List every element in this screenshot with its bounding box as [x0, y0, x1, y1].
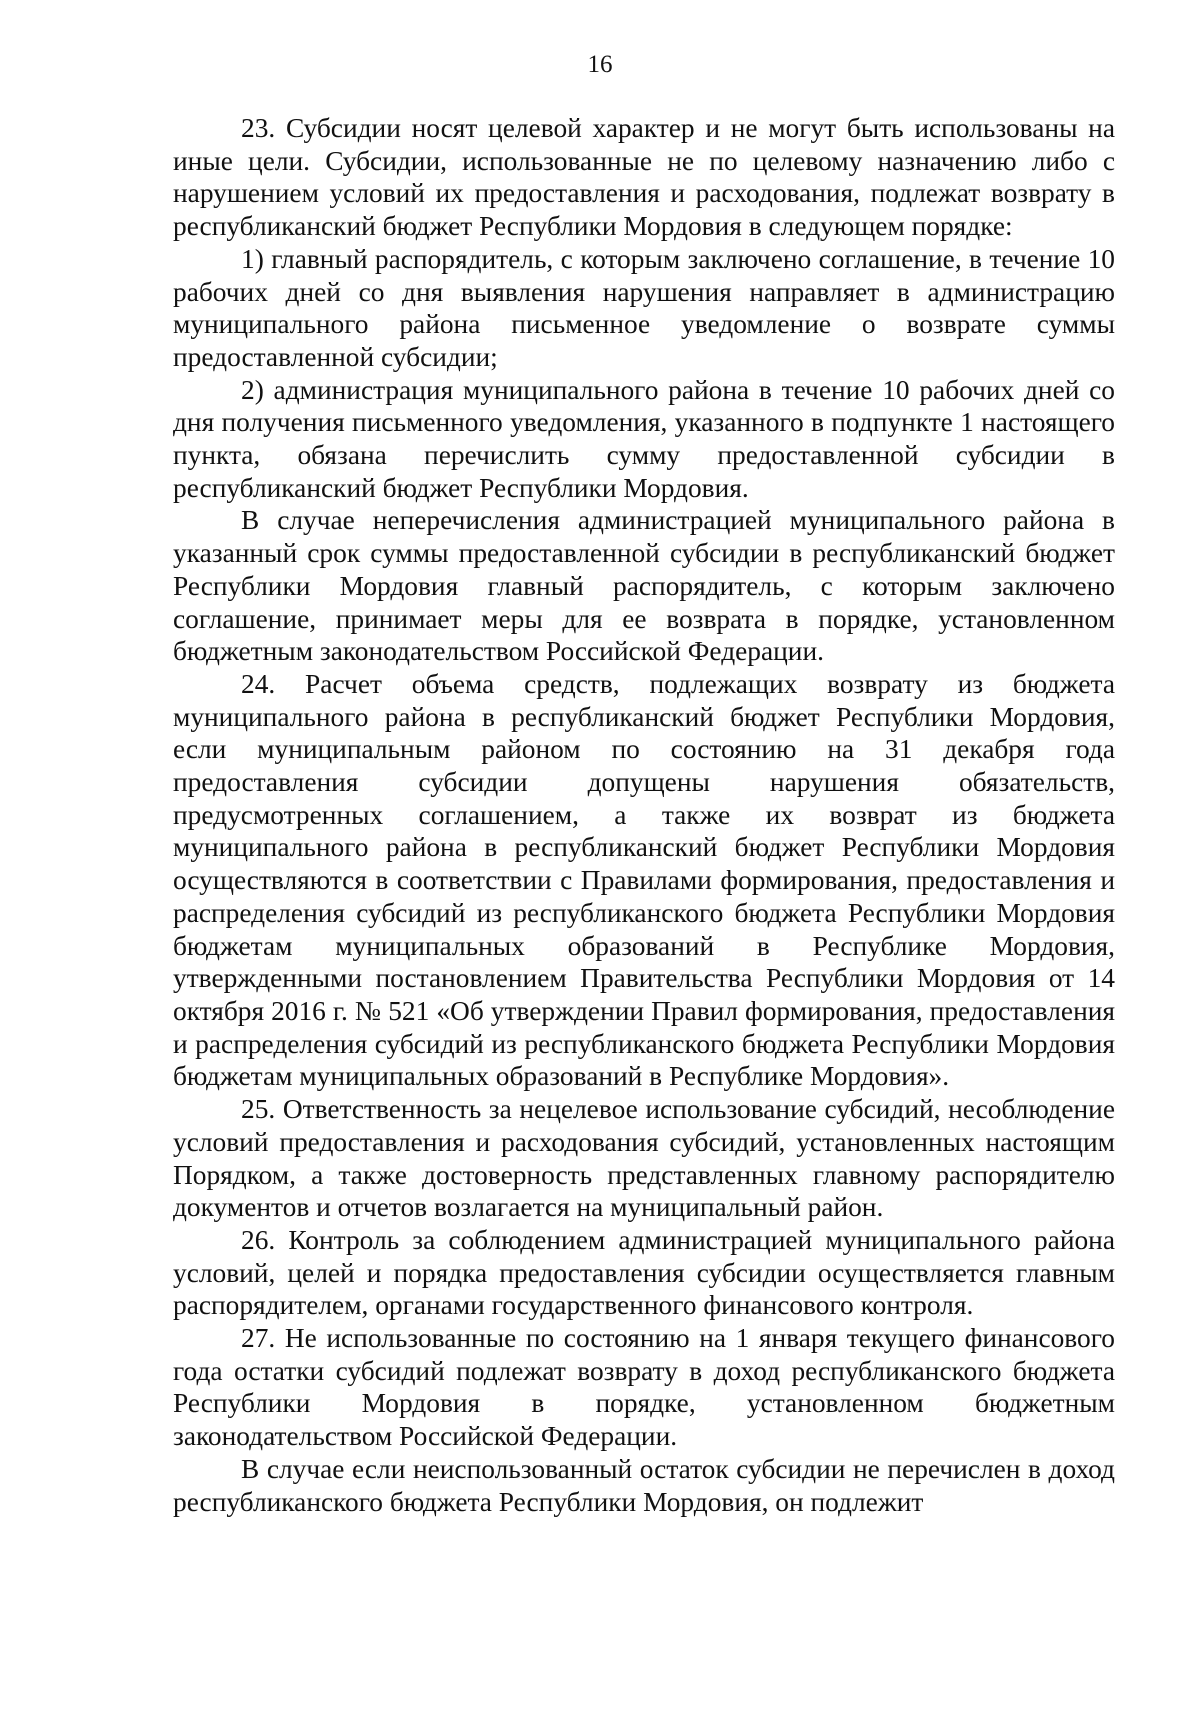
paragraph-23: 23. Субсидии носят целевой характер и не могут быть использованы на иные цели. Субсидии, использованные не по целевому назначению либо с нарушением условий их предоставления и расходования, подлежат возврату в республиканский бюджет Республики Мордовия в следующем порядке: [173, 113, 1115, 242]
paragraph-24: 24. Расчет объема средств, подлежащих возврату из бюджета муниципального района в республиканский бюджет Республики Мордовия, если муниципальным районом по состоянию на 31 декабря года предоставления субсидии допущены нарушения обязательств, предусмотренных соглашением, а также их возврат из бюджета муниципального района в республиканский бюджет Республики Мордовия осуществляются в соответствии с Правилами формирования, предоставления и распределения субсидий из республиканского бюджета Республики Мордовия бюджетам муниципальных образований в Республике Мордовия, утвержденными постановлением Правительства Республики Мордовия от 14 октября 2016 г. № 521 «Об утверждении Правил формирования, предоставления и распределения субсидий из республиканского бюджета Республики Мордовия бюджетам муниципальных образований в Республике Мордовия». [173, 668, 1115, 1092]
paragraph-23-item-2: 2) администрация муниципального района в течение 10 рабочих дней со дня получения письменного уведомления, указанного в подпункте 1 настоящего пункта, обязана перечислить сумму предоставленной субсидии в республиканский бюджет Республики Мордовия. [173, 374, 1115, 503]
paragraph-23-non-transfer: В случае неперечисления администрацией муниципального района в указанный срок суммы предоставленной субсидии в республиканский бюджет Республики Мордовия главный распорядитель, с которым заключено соглашение, принимает меры для ее возврата в порядке, установленном бюджетным законодательством Российской Федерации. [173, 505, 1115, 667]
page-number: 16 [587, 51, 613, 78]
paragraph-26: 26. Контроль за соблюдением администрацией муниципального района условий, целей и порядка предоставления субсидии осуществляется главным распорядителем, органами государственного финансового контроля. [173, 1224, 1115, 1321]
paragraph-25: 25. Ответственность за нецелевое использование субсидий, несоблюдение условий предоставления и расходования субсидий, установленных настоящим Порядком, а также достоверность представленных главному распорядителю документов и отчетов возлагается на муниципальный район. [173, 1094, 1115, 1223]
paragraph-23-item-1: 1) главный распорядитель, с которым заключено соглашение, в течение 10 рабочих дней со дня выявления нарушения направляет в администрацию муниципального района письменное уведомление о возврате суммы предоставленной субсидии; [173, 243, 1115, 372]
paragraph-27: 27. Не использованные по состоянию на 1 января текущего финансового года остатки субсидий подлежат возврату в доход республиканского бюджета Республики Мордовия в порядке, установленном бюджетным законодательством Российской Федерации. [173, 1323, 1115, 1452]
document-body [173, 112, 1115, 1518]
paragraph-27-unused-remainder: В случае если неиспользованный остаток субсидии не перечислен в доход республиканского бюджета Республики Мордовия, он подлежит [173, 1453, 1115, 1517]
